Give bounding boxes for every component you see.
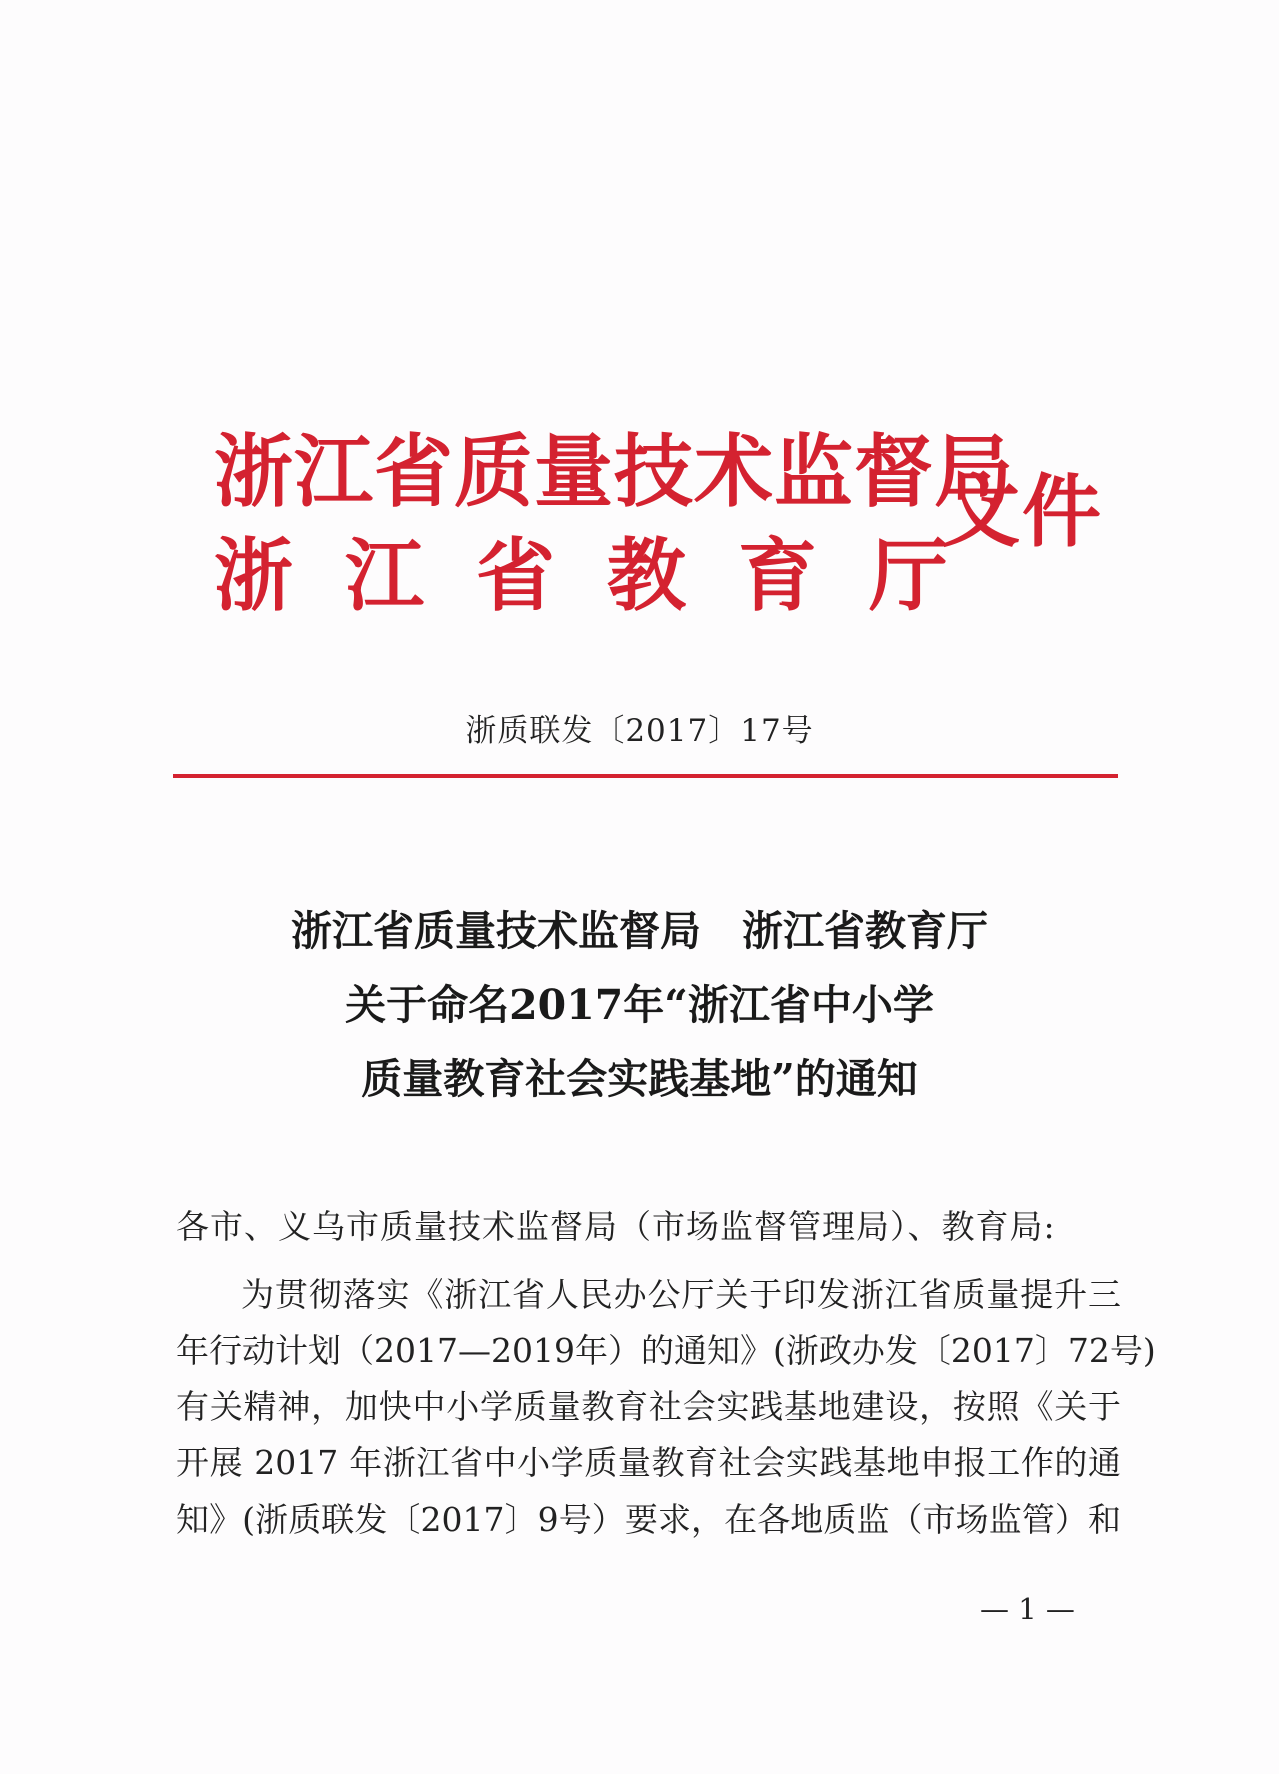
document-title-line-3: 质量教育社会实践基地”的通知 (361, 1055, 918, 1103)
body-line: 为贯彻落实《浙江省人民办公厅关于印发浙江省质量提升三 (241, 1275, 1121, 1314)
body-line: 有关精神，加快中小学质量教育社会实践基地建设，按照《关于 (176, 1387, 1121, 1426)
document-title-line-2: 关于命名2017年“浙江省中小学 (345, 981, 934, 1029)
issuer-name-quality-bureau: 浙江省质量技术监督局 (214, 425, 1014, 518)
page-number: — 1 — (980, 1592, 1075, 1626)
body-line: 知》(浙质联发〔2017〕9号）要求，在各地质监（市场监管）和 (176, 1500, 1121, 1539)
document-type-label: 文件 (941, 465, 1103, 558)
document-title-line-1: 浙江省质量技术监督局 浙江省教育厅 (291, 907, 988, 955)
salutation: 各市、义乌市质量技术监督局（市场监督管理局）、教育局: (176, 1207, 1056, 1246)
body-line: 年行动计划（2017—2019年）的通知》(浙政办发〔2017〕72号) (176, 1331, 1156, 1370)
body-line: 开展 2017 年浙江省中小学质量教育社会实践基地申报工作的通 (176, 1443, 1121, 1482)
document-number: 浙质联发〔2017〕17号 (465, 713, 814, 749)
issuer-name-education-dept: 浙江省教育厅 (214, 529, 1000, 622)
red-divider-line (173, 774, 1118, 778)
